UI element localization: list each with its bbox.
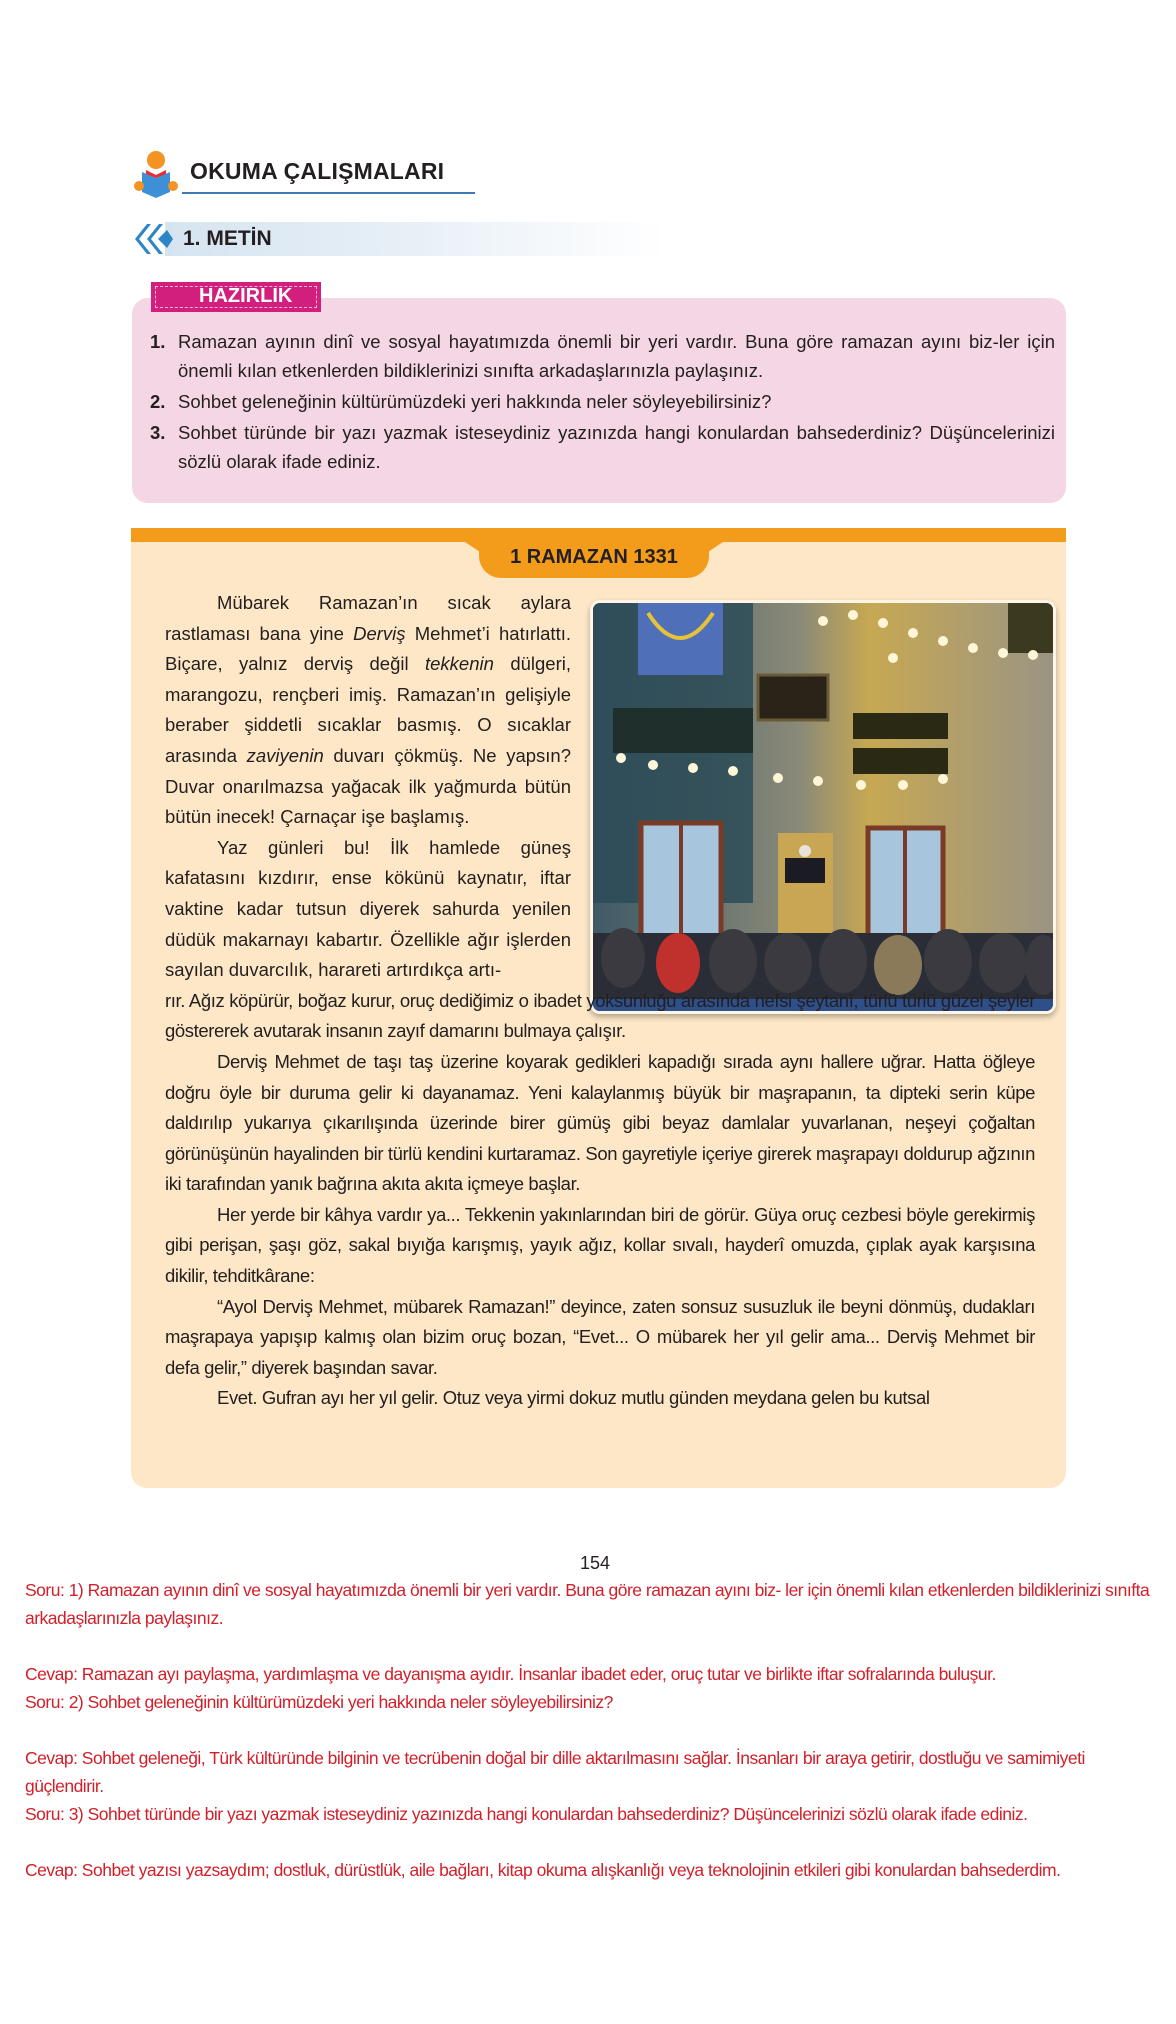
text-run: Mübarek Ramazan’ın sıcak aylara rastlaması bana yine <box>165 592 571 644</box>
italic-term: zaviyenin <box>246 744 324 766</box>
reader-icon <box>130 148 182 200</box>
paragraph-2-continued: rır. Ağız köpürür, boğaz kurur, oruç dediğimiz o ibadet yoksunluğu arasında nefsi şeytanî, türlü türlü güzel şeyler göstererek avutarak insanın zayıf damarını bulmaya çalışır. <box>165 989 1035 1042</box>
paragraph-4: Her yerde bir kâhya vardır ya... Tekkenin yakınlarından biri de görür. Güya oruç cezbesi böyle gerekirmiş gibi perişan, şaşı göz, sakal bıyığa karışmış, yayık ağız, kollar sıvalı, hayderî omuzda, çıplak ayak karşısına dikilir, tehditkârane: <box>165 1203 1035 1287</box>
question-number: 2. <box>150 391 166 412</box>
question-item <box>150 327 1055 385</box>
italic-term: tekkenin <box>425 653 494 675</box>
text-title: 1. METİN <box>183 227 272 250</box>
question-text: Sohbet türünde bir yazı yazmak isteseydiniz yazınızda hangi konulardan bahsederdiniz? Düşüncelerinizi sözlü olarak ifade ediniz. <box>178 422 1055 472</box>
text-run: duvarı çökmüş. Ne yapsın? Duvar onarılmazsa yağacak ilk yağmurda bütün bütün inecek! Çarnaçar işe başlamış. <box>165 744 571 828</box>
spacer <box>25 1632 1165 1660</box>
text-run: dülgeri, marangozu, rençberi imiş. Ramazan’ın gelişiyle beraber şiddetli sıcaklar basmış. O sıcaklar arasında <box>165 653 571 766</box>
answer-2: Cevap: Sohbet geleneği, Türk kültüründe bilginin ve tecrübenin doğal bir dille aktarılmasını sağlar. İnsanları bir araya getirir, dostluğu ve samimiyeti güçlendirir. <box>25 1748 1085 1796</box>
spacer <box>25 1716 1165 1744</box>
text-header <box>133 222 653 256</box>
answers-section <box>25 1576 1165 1884</box>
answer-3: Cevap: Sohbet yazısı yazsaydım; dostluk, dürüstlük, aile bağları, kitap okuma alışkanlığı veya teknolojinin etkileri gibi konulardan bahsederdim. <box>25 1860 1061 1880</box>
preparation-label: HAZIRLIK <box>199 285 293 307</box>
question-number: 3. <box>150 422 166 443</box>
section-underline <box>182 192 475 194</box>
paragraph-2: Yaz günleri bu! İlk hamlede güneş kafatasını kızdırır, ense kökünü kaynatır, iftar vaktine kadar tutsun diyerek sahurda yenilen düdük makarnayı kabartır. Özellikle ağır işlerden sayılan duvarcılık, harareti artırdıkça artı- <box>165 836 571 981</box>
question-item <box>150 387 1055 416</box>
question-number: 1. <box>150 331 166 352</box>
question-text: Ramazan ayının dinî ve sosyal hayatımızda önemli bir yeri vardır. Buna göre ramazan ayını biz-ler için önemli kılan etkenlerden bildiklerinizi sınıfta arkadaşlarınızla paylaşınız. <box>178 331 1055 381</box>
reading-title-tab <box>479 538 709 578</box>
reading-title: 1 RAMAZAN 1331 <box>510 546 678 568</box>
paragraph-6: Evet. Gufran ayı her yıl gelir. Otuz veya yirmi dokuz mutlu günden meydana gelen bu kutsal <box>217 1387 930 1409</box>
paragraph-5: “Ayol Derviş Mehmet, mübarek Ramazan!” deyince, zaten sonsuz susuzluk ile beyni dönmüş, dudakları maşrapaya yapışıp kalmış olan bizim oruç bozan, “Evet... O mübarek her yıl gelir ama... Derviş Mehmet bir defa gelir,” diyerek başından savar. <box>165 1295 1035 1378</box>
paragraph-3: Derviş Mehmet de taşı taş üzerine koyarak gedikleri kapadığı sırada aynı hallere uğrar. Hatta öğleye doğru öyle bir duruma gelir ki dayanamaz. Yeni kalaylanmış büyük bir maşrapanın, ta dipteki serin küpe daldırılıp yukarıya çıkarılışında üzerinde birer gümüş gibi beyaz damlalar yuvarlanan, neşeyi çoğaltan görünüşünün hayalinden bir türlü kendini kurtaramaz. Son gayretiyle içeriye girerek maşrapayı doldurup ağzının iki tarafından yanık bağrına akıta akıta içmeye başlar. <box>165 1050 1035 1195</box>
preparation-questions <box>150 327 1055 478</box>
question-3: Soru: 3) Sohbet türünde bir yazı yazmak isteseydiniz yazınızda hangi konulardan bahsederdiniz? Düşüncelerinizi sözlü olarak ifade ediniz. <box>25 1804 1028 1824</box>
answer-1: Cevap: Ramazan ayı paylaşma, yardımlaşma ve dayanışma ayıdır. İnsanlar ibadet eder, oruç tutar ve birlikte iftar sofralarında buluşur. <box>25 1664 996 1684</box>
question-text: Sohbet geleneğinin kültürümüzdeki yeri hakkında neler söyleyebilirsiniz? <box>178 391 772 412</box>
story-text <box>165 588 1035 1414</box>
page-number: 154 <box>580 1553 611 1573</box>
preparation-tag <box>151 282 321 312</box>
section-header <box>130 148 475 200</box>
question-item <box>150 418 1055 476</box>
double-chevron-icon <box>133 222 173 256</box>
paragraph-1 <box>165 588 571 833</box>
section-title: OKUMA ÇALIŞMALARI <box>190 158 445 184</box>
question-1: Soru: 1) Ramazan ayının dinî ve sosyal hayatımızda önemli bir yeri vardır. Buna göre ramazan ayını biz- ler için önemli kılan etkenlerden bildiklerinizi sınıfta arkadaşlarınızla paylaşınız. <box>25 1580 1150 1628</box>
italic-term: Derviş <box>353 622 406 644</box>
reading-box <box>131 528 1066 1488</box>
text-run: Mehmet’i hatırlattı. Biçare, yalnız derviş değil <box>165 622 571 675</box>
question-2: Soru: 2) Sohbet geleneğinin kültürümüzdeki yeri hakkında neler söyleyebilirsiniz? <box>25 1692 613 1712</box>
spacer <box>25 1828 1165 1856</box>
